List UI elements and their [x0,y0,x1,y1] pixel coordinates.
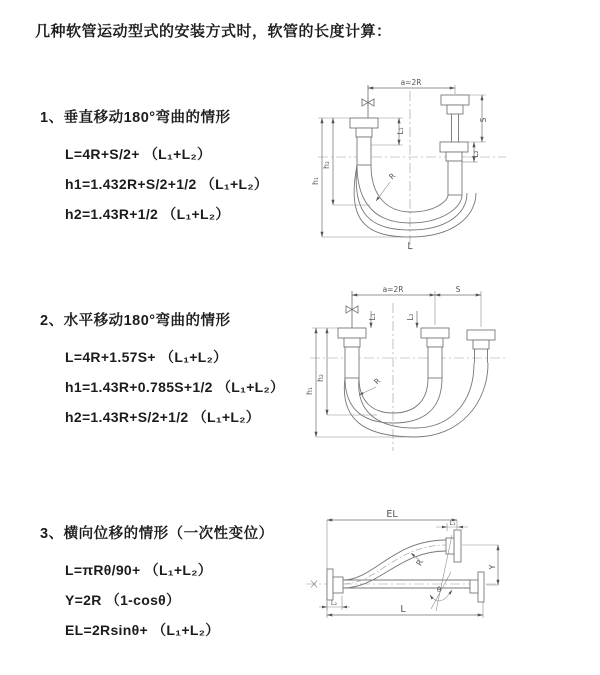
s-curve-hose-position-2 [343,540,446,588]
dim-l2 [406,311,417,328]
section-2-formulas [65,342,284,432]
dim-label-l2: L₂ [406,313,415,321]
section-1-formulas [65,139,268,229]
dim-label-l1: L₁ [368,313,377,321]
dim-label-a2r: a=2R [400,78,422,87]
right-fitting-upper-position [441,95,469,142]
formula-line: h1=1.43R+0.785S+1/2 （L₁+L₂） [65,379,285,395]
dim-a2r [368,78,455,94]
section-horizontal-180 [40,309,284,432]
dim-label-l1: L₁ [449,519,456,527]
centerlines [310,303,505,451]
dim-l1 [436,519,468,531]
dim-label-l2: L₂ [471,150,480,158]
dim-label-el: EL [386,509,398,520]
lower-right-flange [470,572,484,602]
upper-flange-displaced [446,530,461,562]
braid-section [345,347,359,378]
radius-callout [359,376,382,395]
dim-label-l1: L₁ [396,127,405,135]
dim-label-h1: h₁ [311,177,320,185]
valve-icon [346,291,358,328]
dim-length [327,602,483,618]
section-1-heading: 1、垂直移动180°弯曲的情形 [40,110,231,126]
dim-s [468,95,488,142]
formula-line: L=πRθ/90+ （L₁+L₂） [65,562,213,578]
dim-label-length: L [407,241,413,252]
dim-label-h2: h₂ [322,161,331,169]
section-2-heading: 2、水平移动180°弯曲的情形 [40,313,231,329]
braid-section [357,137,371,165]
diagram-lateral-displacement [300,505,600,645]
page-title: 几种软管运动型式的安装方式时，软管的长度计算： [35,23,392,40]
dim-el [327,509,457,618]
dim-label-r: R [414,558,426,568]
dim-label-s: S [455,285,461,294]
diagram-vertical-180-bend [310,65,590,255]
left-flange [327,569,343,600]
dim-label-h1: h₁ [305,387,314,395]
dim-label-s: S [479,117,488,123]
formula-line: EL=2Rsinθ+ （L₁+L₂） [65,622,220,638]
section-3-heading: 3、横向位移的情形（一次性变位） [40,526,274,542]
dim-label-r: R [372,376,383,387]
formula-line: Y=2R （1-cosθ） [65,592,181,608]
formula-line: h1=1.432R+S/2+1/2 （L₁+L₂） [65,176,269,192]
dim-label-theta: θ [436,586,442,594]
section-3-formulas [65,555,274,645]
dim-label-a2r: a=2R [382,285,404,294]
left-fitting [338,328,366,378]
section-vertical-180 [40,106,268,229]
left-fitting [350,118,378,165]
formula-line: L=4R+S/2+ （L₁+L₂） [65,146,212,162]
dim-label-h2: h₂ [316,374,325,382]
dim-label-l2: L₂ [330,599,338,607]
formula-line: h2=1.43R+1/2 （L₁+L₂） [65,206,230,222]
braid-section [448,161,462,195]
radius-callout [411,553,425,567]
braid-section [428,347,442,378]
dim-l2 [319,596,350,610]
formula-line: L=4R+1.57S+ （L₁+L₂） [65,349,228,365]
dim-l1 [368,311,377,328]
valve-icon [362,85,374,118]
dim-label-y: Y [488,564,497,570]
radius-callout [376,171,397,201]
diagram-horizontal-180-bend [305,283,595,458]
formula-line: h2=1.43R+S/2+1/2 （L₁+L₂） [65,409,261,425]
right-fitting-lower-position [440,142,468,195]
dim-label-r: R [387,171,398,182]
dim-label-length: L [400,604,406,615]
hose-loops [344,363,488,437]
section-lateral-displacement [40,522,274,645]
centerlines [318,91,506,251]
middle-fitting-position-1 [421,328,449,378]
